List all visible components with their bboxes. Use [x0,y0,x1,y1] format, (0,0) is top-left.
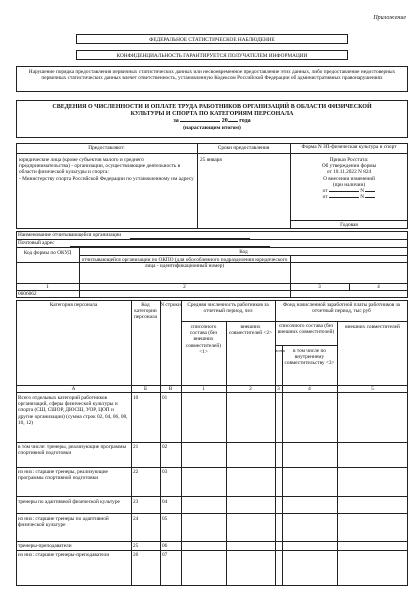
order-line5: (при наличии) [332,181,366,188]
address-label: Почтовый адрес [18,240,55,246]
row-06-line: 06 [162,543,168,549]
title-box [16,100,408,138]
row-07-category: из них: старшие тренеры-преподаватели [18,552,110,558]
period-prefix: за [173,118,179,124]
col-letter-5: 5 [371,386,374,392]
header-category: Категория персонала [49,302,98,308]
row-02-category: в том числе: тренеры, реализующие программы спортивной подготовки [18,444,127,457]
order-block [290,157,408,200]
row-06-category: тренеры-преподаватели [18,543,72,549]
order-line7: от N [290,194,408,200]
period-suffix: года [239,118,251,124]
row-06-code: 25 [133,543,139,549]
okpo-label: отчитывающейся организации по ОКПО (для обособленного подразделения юридического лица - идентификационный номер) [81,257,288,270]
order-line1: Приказ Росстата: [329,157,369,163]
row-03-category: из них: старшие тренеры, реализующие программы спортивной подготовки [18,469,108,482]
period-note: (нарастающим итогом) [183,125,241,131]
row-07-code: 26 [133,552,139,558]
col-letter-1: 1 [202,386,205,392]
confidentiality-text: КОНФИДЕНЦИАЛЬНОСТЬ ГАРАНТИРУЕТСЯ ПОЛУЧАТЕЛЕМ ИНФОРМАЦИИ [116,52,308,59]
submitters-text: юридические лица (кроме субъектов малого и среднего предпринимательства) - организации, осуществляющие деятельность в области физической культуры и спорта: - Министерству спорта Российской Федерации по установленному им адресу [19,157,194,182]
header-external: внешних совместителей <2> [228,324,273,337]
order-line2: Об утверждении формы [321,163,377,170]
col-letter-3: 3 [277,386,280,392]
row-04-category: тренеры по адаптивной физической культуре [18,499,120,505]
code-label: Код [239,248,248,255]
header-total: всего [275,348,286,353]
period-blank [180,121,220,122]
row-01-category: Всего отдельных категорий работников организаций, сферы физической культуры и спорта (СШ, СШОР, ДЮСШ, УОР, ЦОП и другие организации) (сумма строк 02, 04, 06, 08, 10, 12) [18,395,128,426]
row-05-category: из них: старшие тренеры по адаптивной физической культуре [18,516,109,529]
row-01-code: 10 [133,395,139,401]
order-line4: О внесении изменений [323,175,375,182]
violation-text: Нарушение порядка предоставления первичных статистических данных или несвоевременное предоставление этих данных, либо предоставление недостоверных первичных статистических данных влечет ответственность, установленную Кодексом Российской Федерации об административных правонарушениях [28,69,396,82]
col-letter-2: 2 [249,386,252,392]
col-num-2: 2 [183,284,186,290]
row-01-line: 01 [162,395,168,401]
col-num-4: 4 [377,284,380,290]
okud-code-label: Код формы по ОКУД [23,250,72,256]
period-year: 20 [221,118,228,124]
col-letter-v: В [168,386,173,392]
annual-label: Годовая [340,221,358,228]
year-blank [228,121,238,122]
violation-box [16,66,408,92]
row-02-line: 02 [162,444,168,450]
col-letter-a: А [71,386,76,392]
header-line: N строки [160,302,181,308]
report-period [17,118,407,125]
order-line3: от 10.11.2022 N 824 [326,169,372,176]
row-05-code: 24 [133,516,139,522]
row-02-code: 21 [133,444,139,450]
header-list-staff: списочного состава (без внешних совместителей) <1> [185,324,221,355]
order-line6: от N [290,188,408,194]
header-list-staff-fund: списочного состава (без внешних совместителей) [277,323,335,336]
header-wage-fund: Фонд начисленной заработной платы работников за отчетный период, тыс руб [282,302,401,315]
col-num-1: 1 [46,284,49,290]
header-code: Код категории персонала [133,302,158,321]
report-title-line1: СВЕДЕНИЯ О ЧИСЛЕННОСТИ И ОПЛАТЕ ТРУДА РАБОТНИКОВ ОРГАНИЗАЦИЙ В ОБЛАСТИ ФИЗИЧЕСКОЙ [52,104,372,110]
deadline-label: Сроки предоставления [217,145,270,151]
appendix-label: Приложение [373,15,406,21]
confidentiality-box [76,50,348,60]
row-03-line: 03 [162,469,168,475]
org-name-label: Наименование отчитывающейся организации [18,232,122,238]
col-letter-b: Б [143,386,148,392]
federal-observation-text: ФЕДЕРАЛЬНОЕ СТАТИСТИЧЕСКОЕ НАБЛЮДЕНИЕ [149,36,275,43]
okud-value: 0606062 [18,291,37,297]
header-external-fund: внешних совместителей [345,324,400,330]
header-avg-count: Средняя численность работников за отчетный период, чел [187,302,269,315]
form-label: Форма N ЗП-физическая культура и спорт [301,143,397,150]
col-num-3: 3 [318,284,321,290]
row-04-code: 23 [133,499,139,505]
federal-observation-box [76,34,348,44]
header-internal: в том числе по внутреннему совместительству <3> [284,348,335,367]
report-title-line2: КУЛЬТУРЫ И СПОРТА ПО КАТЕГОРИЯМ ПЕРСОНАЛА [130,111,294,117]
row-04-line: 04 [162,499,168,505]
deadline-text: 25 января [200,157,222,163]
row-05-line: 05 [162,516,168,522]
col-letter-4: 4 [308,386,311,392]
row-03-code: 22 [133,469,139,475]
submitters-label: Предоставляют: [88,145,125,151]
row-07-line: 07 [162,552,168,558]
